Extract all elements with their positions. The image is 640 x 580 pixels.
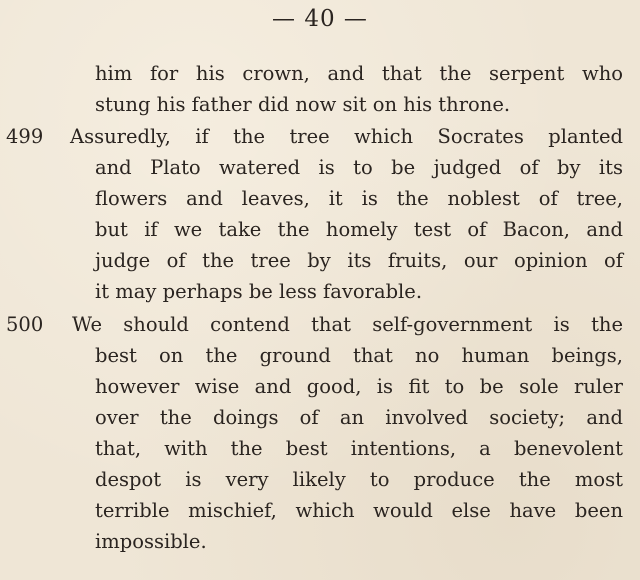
page-number: — 40 — xyxy=(272,6,368,32)
paragraph-number: 500 xyxy=(6,313,44,336)
text-line: impossible. xyxy=(95,530,207,553)
text-line: stung his father did now sit on his throne. xyxy=(95,93,511,116)
text-line: flowers and leaves, it is the noblest of tree, xyxy=(95,187,623,210)
text-line: but if we take the homely test of Bacon, and xyxy=(95,218,623,241)
text-line: best on the ground that no human beings, xyxy=(95,344,623,367)
paragraph-first-line: We should contend that self-government is the xyxy=(72,313,623,336)
text-line: and Plato watered is to be judged of by its xyxy=(95,156,623,179)
paragraph-first-line: Assuredly, if the tree which Socrates planted xyxy=(70,125,623,148)
text-line: despot is very likely to produce the most xyxy=(95,468,623,491)
text-line: it may perhaps be less favorable. xyxy=(95,280,423,303)
text-line: terrible mischief, which would else have been xyxy=(95,499,623,522)
text-line: judge of the tree by its fruits, our opinion of xyxy=(95,249,623,272)
paragraph-number: 499 xyxy=(6,125,44,148)
text-line: that, with the best intentions, a benevolent xyxy=(95,437,623,460)
text-line: however wise and good, is fit to be sole ruler xyxy=(95,375,623,398)
text-line: over the doings of an involved society; and xyxy=(95,406,623,429)
text-line: him for his crown, and that the serpent who xyxy=(95,62,623,85)
